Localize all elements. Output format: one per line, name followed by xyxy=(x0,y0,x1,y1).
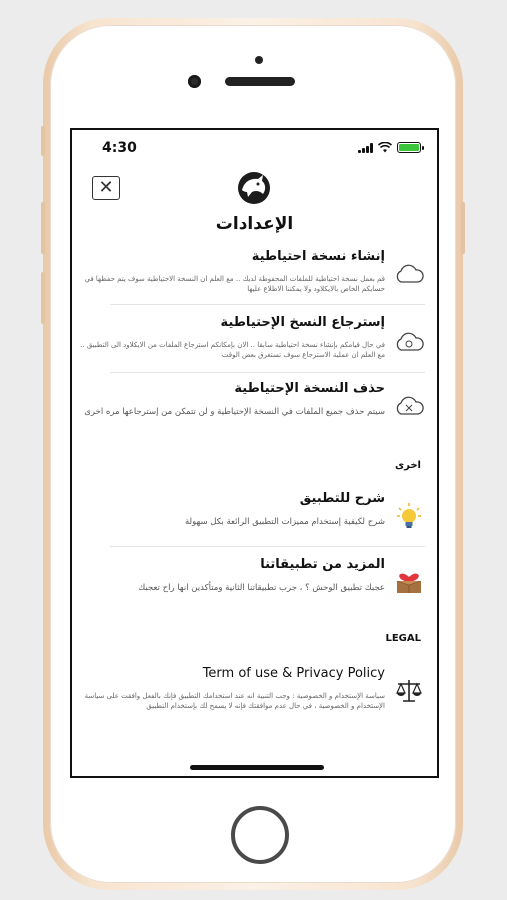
scales-icon xyxy=(393,675,425,707)
row-description: قم بعمل نسخة احتياطية للملفات المحفوظة لديك .. مع العلم ان النسخة الاحتياطية سوف يتم حفظها في حسابكم الخاص بالايكلاود ولا يمكننا الاطلاع عليها xyxy=(84,275,385,293)
divider xyxy=(110,304,425,305)
cloud-delete-icon xyxy=(393,390,425,422)
divider xyxy=(110,372,425,373)
wifi-icon xyxy=(378,142,392,153)
settings-row-terms-privacy[interactable] xyxy=(80,665,429,725)
power-button xyxy=(461,202,465,254)
silent-switch xyxy=(41,126,45,156)
divider xyxy=(110,546,425,547)
cloud-icon xyxy=(393,258,425,290)
row-title: إنشاء نسخة احتياطية xyxy=(251,249,385,264)
section-label-other: اخرى xyxy=(394,460,421,471)
row-title: حذف النسخة الإحتياطية xyxy=(234,381,385,396)
signal-icon xyxy=(358,143,373,153)
row-title: إسترجاع النسخ الإحتياطية xyxy=(220,315,385,330)
row-title: Term of use & Privacy Policy xyxy=(202,666,385,681)
battery-icon xyxy=(397,142,421,153)
earpiece-speaker xyxy=(225,77,295,86)
close-icon: ✕ xyxy=(98,177,114,198)
status-icons xyxy=(358,142,421,153)
row-description: سيتم حذف جميع الملفات في النسخة الإحتياطية و لن تتمكن من إسترجاعها مره اخرى xyxy=(84,407,385,417)
row-description: عجبك تطبيق الوحش ؟ ، جرب تطبيقاتنا الثانية ومتأكدين انها راح تعجبك xyxy=(138,583,385,593)
settings-row-app-guide[interactable] xyxy=(80,490,429,540)
sensor-dot xyxy=(255,56,263,64)
status-bar xyxy=(72,130,437,162)
app-screen xyxy=(70,128,439,778)
settings-row-more-apps[interactable] xyxy=(80,556,429,616)
app-logo xyxy=(234,170,274,206)
front-camera xyxy=(188,75,201,88)
home-button[interactable] xyxy=(231,806,289,864)
section-label-legal: LEGAL xyxy=(385,633,421,644)
page-title: الإعدادات xyxy=(215,214,294,234)
cloud-restore-icon xyxy=(393,326,425,358)
settings-row-delete-backup[interactable] xyxy=(80,380,429,440)
home-indicator xyxy=(190,765,324,770)
settings-row-restore-backup[interactable] xyxy=(80,314,429,370)
status-time: 4:30 xyxy=(102,140,137,156)
row-description: شرح لكيفية إستخدام مميزات التطبيق الرائعة بكل سهولة xyxy=(185,517,385,527)
lightbulb-icon xyxy=(393,500,425,532)
close-button[interactable] xyxy=(92,176,120,200)
row-title: المزيد من تطبيقاتنا xyxy=(260,557,385,572)
volume-down-button xyxy=(41,272,45,324)
row-title: شرح للتطبيق xyxy=(299,491,385,506)
row-description: في حال قيامكم بإنشاء نسخة احتياطية سابقا .. الان بإمكانكم استرجاع الملفات من الايكلاود الى التطبيق .. مع العلم ان عملية الاسترجاع سوف تستغرق بعض الوقت xyxy=(80,341,385,359)
settings-row-create-backup[interactable] xyxy=(80,248,429,304)
row-description: سياسة الإستخدام و الخصوصية : وجب التنبية انه عند استخدامك التطبيق فإنك بالفعل وافقت على سياسة الإستخدام و الخصوصية ، في حال عدم موافقتك فإنه لا يسمح لك بإستخدام التطبيق xyxy=(84,692,385,710)
volume-up-button xyxy=(41,202,45,254)
gift-box-icon xyxy=(393,564,425,596)
